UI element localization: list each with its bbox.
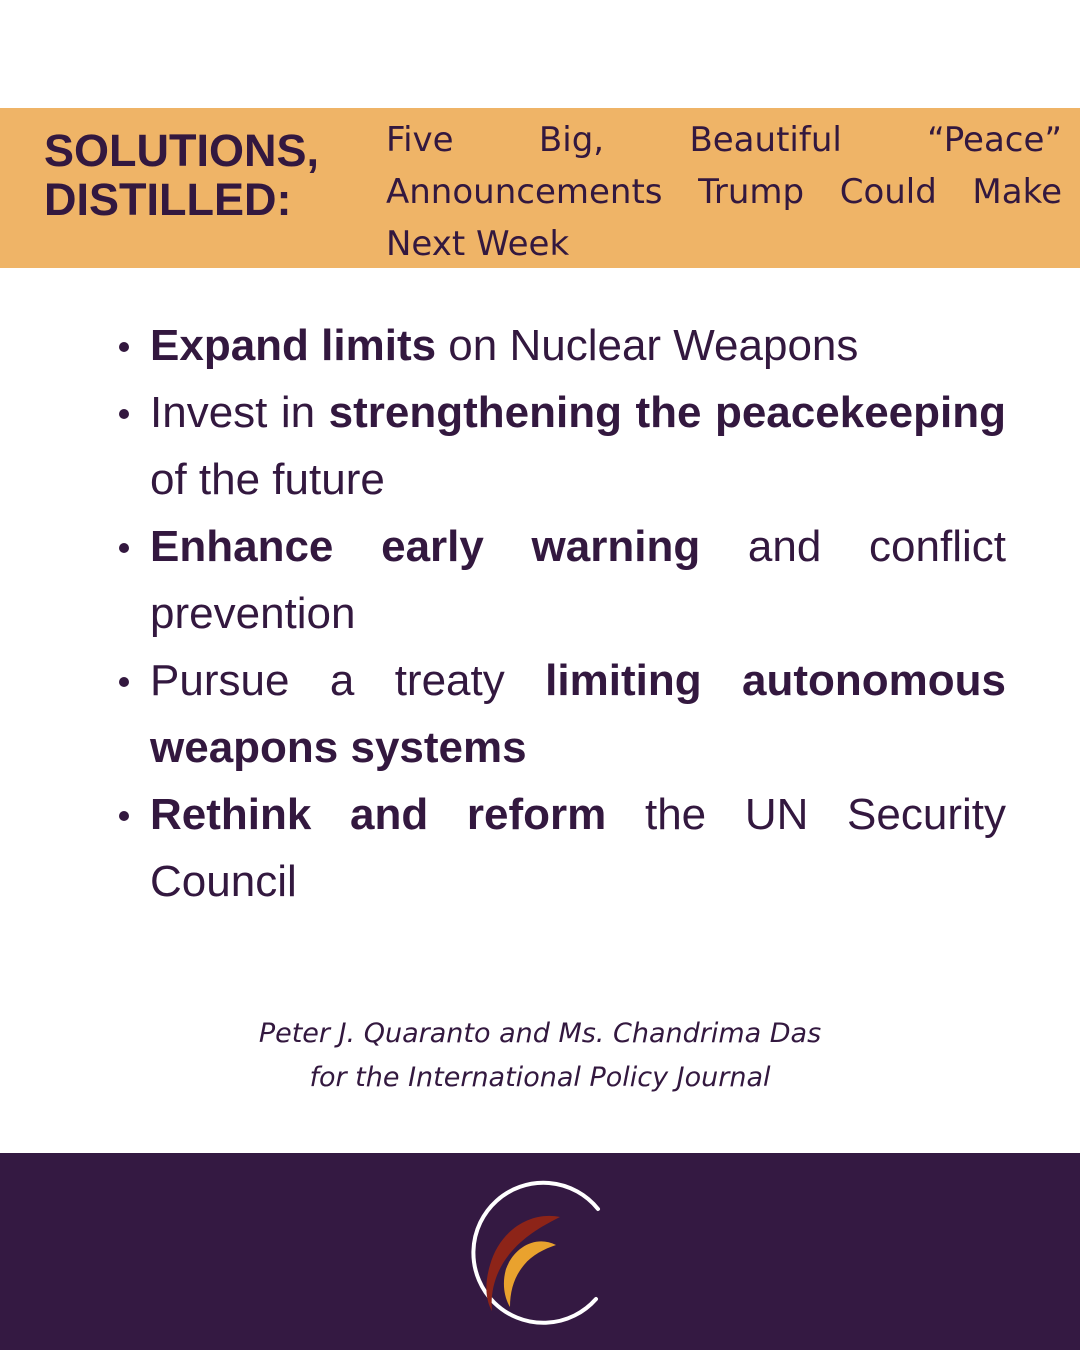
list-item-bold: strengthening the peacekeeping xyxy=(328,388,1006,437)
author-credits xyxy=(0,1012,1080,1100)
list-item-bold: Rethink and reform xyxy=(150,790,607,839)
banner-subtitle: Five Big, Beautiful “Peace” Announcements Trump Could Make Next Week xyxy=(386,120,1062,264)
solutions-list xyxy=(150,312,1006,915)
list-item-text: the UN Security Council xyxy=(150,790,1006,906)
credits-publication: for the International Policy Journal xyxy=(309,1062,771,1093)
list-item xyxy=(150,513,1006,647)
list-item xyxy=(150,647,1006,781)
list-item xyxy=(150,781,1006,915)
list-item-pre: Invest in xyxy=(150,388,329,437)
title-banner xyxy=(0,108,1080,268)
list-item xyxy=(150,312,1006,379)
banner-heading-line2: DISTILLED: xyxy=(44,174,292,225)
list-item-pre: Pursue a treaty xyxy=(150,656,546,705)
crescent-arcs-logo-icon xyxy=(460,1173,620,1333)
list-item-text: and conflict prevention xyxy=(150,522,1006,638)
list-item-text: of the future xyxy=(150,455,385,504)
list-item-bold: limiting autonomous weapons systems xyxy=(150,656,1006,772)
footer-bar xyxy=(0,1153,1080,1350)
list-item-bold: Expand limits xyxy=(150,321,437,370)
banner-heading xyxy=(44,126,364,224)
list-item-bold: Enhance early warning xyxy=(150,522,701,571)
credits-authors: Peter J. Quaranto and Ms. Chandrima Das xyxy=(258,1018,822,1049)
list-item-text: on Nuclear Weapons xyxy=(436,321,859,370)
list-item xyxy=(150,379,1006,513)
banner-heading-line1: SOLUTIONS, xyxy=(44,125,320,176)
